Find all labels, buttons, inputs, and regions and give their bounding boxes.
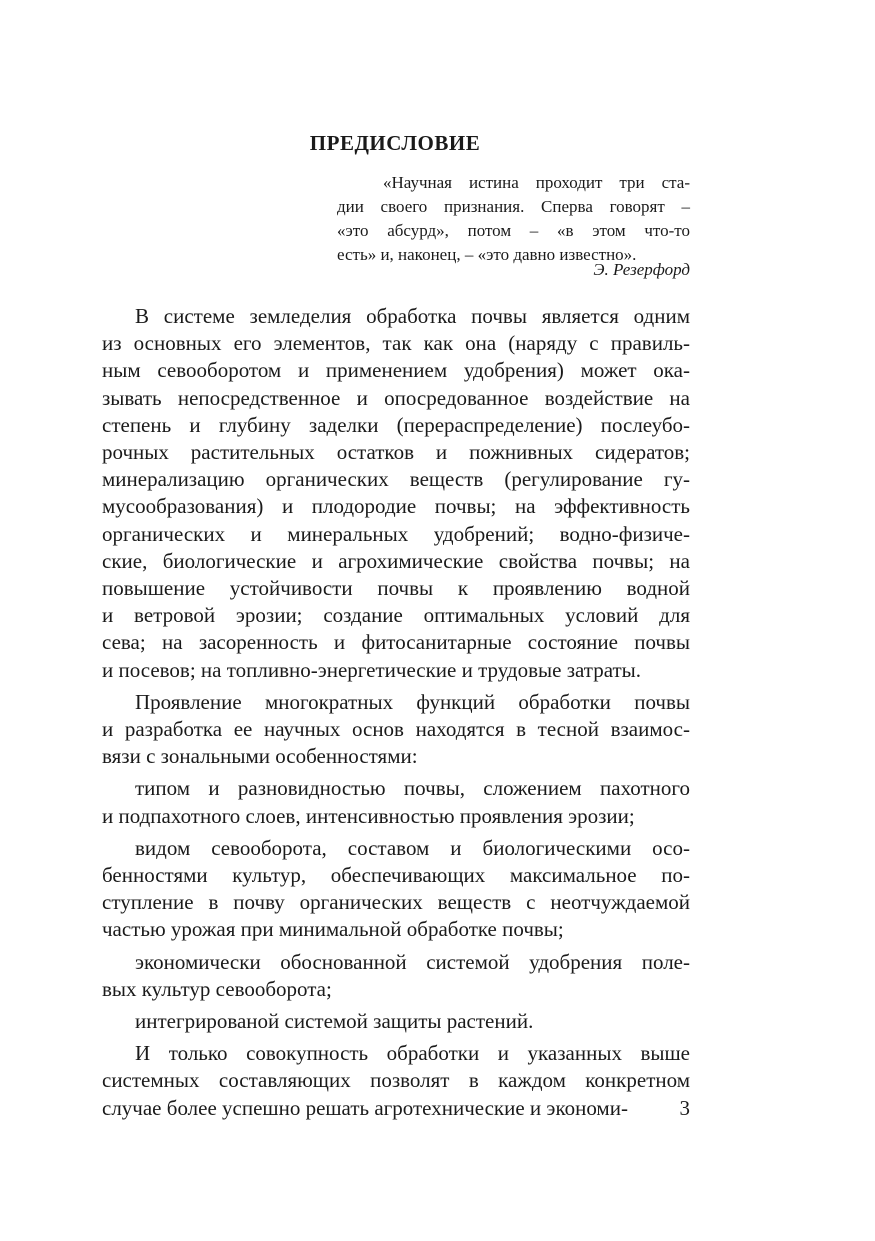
epigraph: [337, 171, 690, 267]
text-line: минерализацию органических веществ (регулирование гу-: [102, 467, 690, 492]
paragraph: [102, 835, 690, 944]
paragraph: [102, 1008, 690, 1035]
epigraph-line: «Научная истина проходит три ста-: [383, 173, 690, 192]
text-line: вязи с зональными особенностями:: [102, 744, 418, 769]
epigraph-line: «это абсурд», потом – «в этом что-то: [337, 221, 690, 240]
text-line: видом севооборота, составом и биологическими осо-: [135, 835, 690, 860]
text-line: степень и глубину заделки (перераспределение) послеубо-: [102, 412, 690, 437]
text-line: ным севооборотом и применением удобрения) может ока-: [102, 358, 690, 383]
text-line: ские, биологические и агрохимические свойства почвы; на: [102, 548, 690, 573]
text-line: и подпахотного слоев, интенсивностью проявления эрозии;: [102, 803, 635, 828]
text-line: вых культур севооборота;: [102, 976, 332, 1001]
page-title: ПРЕДИСЛОВИЕ: [309, 131, 481, 155]
text-line: системных составляющих позволят в каждом конкретном: [102, 1068, 690, 1093]
epigraph-line: есть» и, наконец, – «это давно известно».: [337, 245, 637, 264]
text-line: и ветровой эрозии; создание оптимальных условий для: [102, 603, 690, 628]
epigraph-line: дии своего признания. Сперва говорят –: [337, 197, 690, 216]
text-line: частью урожая при минимальной обработке почвы;: [102, 917, 564, 942]
paragraph: [102, 689, 690, 771]
text-line: случае более успешно решать агротехнические и экономи-: [102, 1095, 628, 1120]
paragraph: [102, 949, 690, 1003]
text-line: сева; на засоренность и фитосанитарные состояние почвы: [102, 630, 690, 655]
text-line: интегрированой системой защиты растений.: [135, 1009, 534, 1034]
text-line: экономически обоснованной системой удобрения поле-: [135, 949, 690, 974]
epigraph-author: Э. Резерфорд: [593, 260, 690, 279]
text-line: и посевов; на топливно-энергетические и трудовые затраты.: [102, 657, 642, 682]
text-line: повышение устойчивости почвы к проявлению водной: [102, 576, 690, 601]
paragraph: [102, 1040, 690, 1122]
body-text: [102, 303, 690, 1127]
text-line: и разработка ее научных основ находятся в тесной взаимос-: [102, 717, 690, 742]
text-line: И только совокупность обработки и указанных выше: [135, 1041, 690, 1066]
text-line: типом и разновидностью почвы, сложением пахотного: [135, 776, 690, 801]
paragraph: [102, 303, 690, 684]
page-number: 3: [679, 1096, 690, 1120]
text-line: ступление в почву органических веществ с неотчуждаемой: [102, 890, 690, 915]
text-line: бенностями культур, обеспечивающих максимальное по-: [102, 863, 690, 888]
text-line: органических и минеральных удобрений; водно-физиче-: [102, 521, 690, 546]
text-line: зывать непосредственное и опосредованное воздействие на: [102, 385, 690, 410]
text-line: В системе земледелия обработка почвы является одним: [135, 304, 690, 328]
text-line: рочных растительных остатков и пожнивных сидератов;: [102, 440, 690, 465]
text-line: мусообразования) и плодородие почвы; на эффективность: [102, 494, 690, 519]
text-line: Проявление многократных функций обработки почвы: [135, 689, 690, 714]
text-line: из основных его элементов, так как она (наряду с правиль-: [102, 331, 690, 356]
paragraph: [102, 775, 690, 829]
